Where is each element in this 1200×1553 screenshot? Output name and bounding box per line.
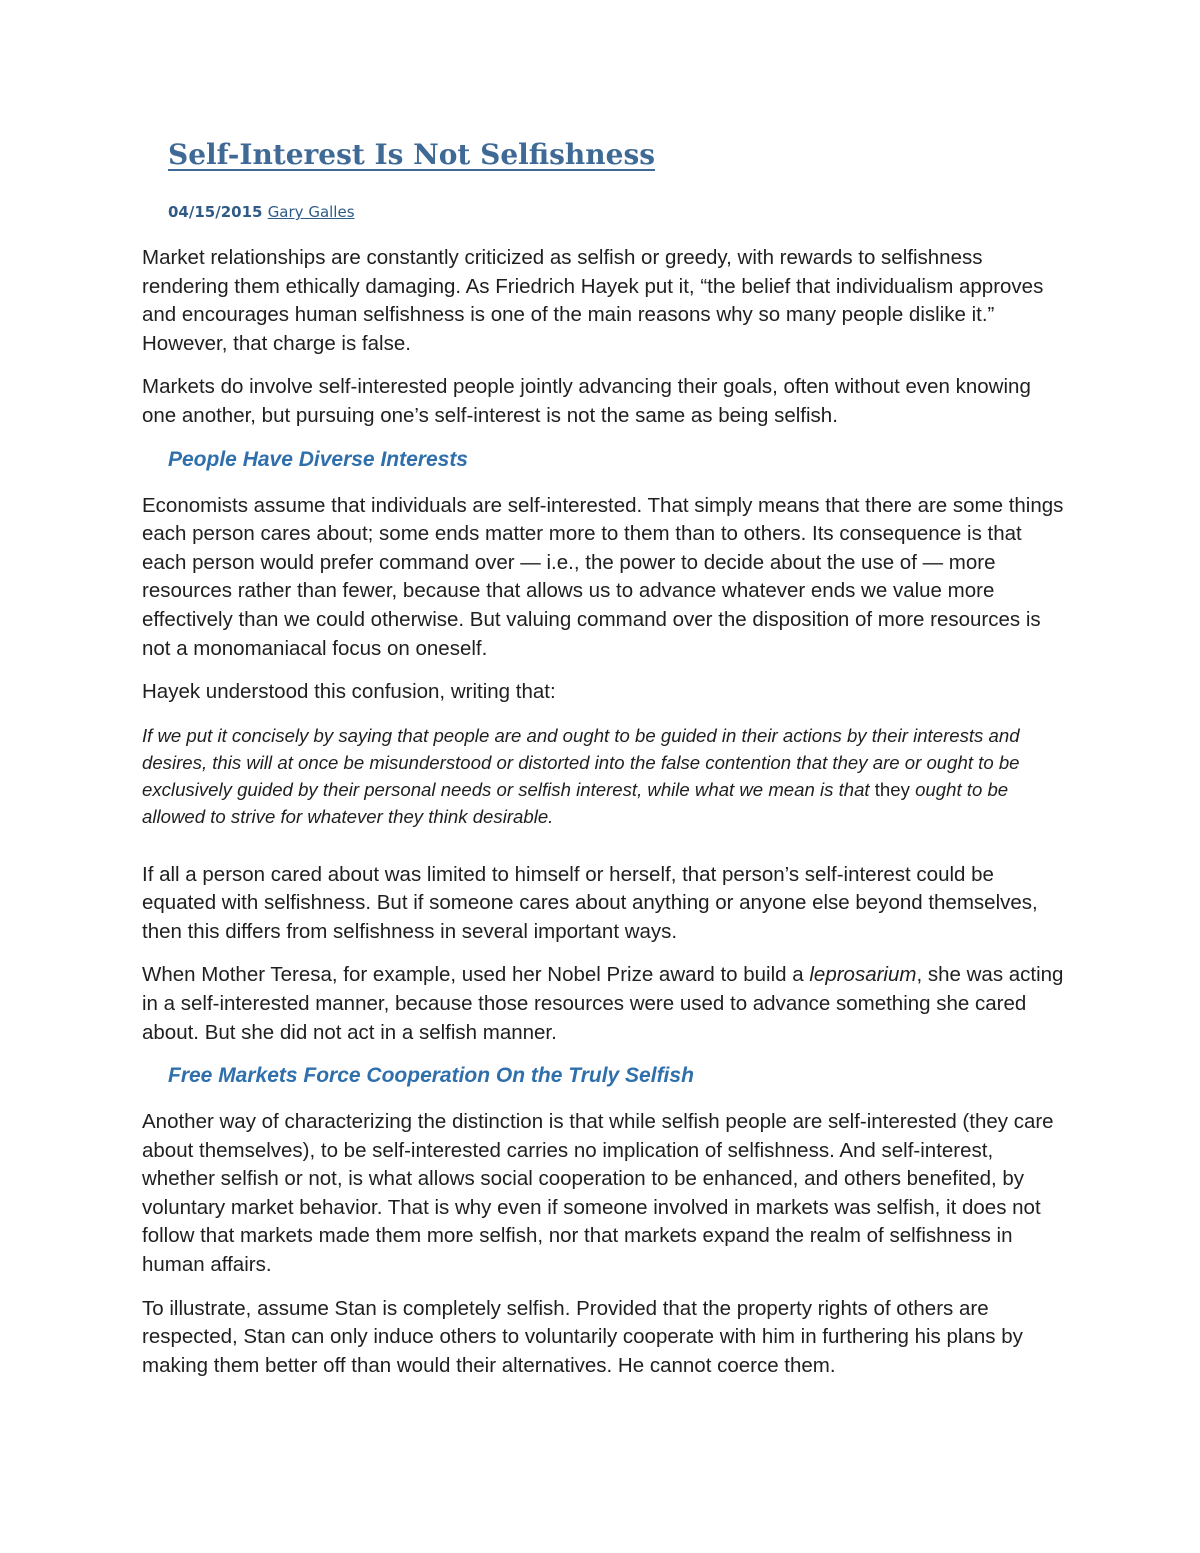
paragraph-markets: Markets do involve self-interested people jointly advancing their goals, often without even knowing one another, but pursuing one’s self-interest is not the same as being selfish. xyxy=(142,375,1031,427)
paragraph-stan: To illustrate, assume Stan is completely selfish. Provided that the property rights of others are respected, Stan can only induce others to voluntarily cooperate with him in furthering his plans by making them better off than would their alternatives. He cannot coerce them. xyxy=(142,1296,1023,1377)
article-title[interactable]: Self-Interest Is Not Selfishness xyxy=(168,138,655,171)
paragraph-intro: Market relationships are constantly criticized as selfish or greedy, with rewards to selfishness rendering them ethically damaging. As Friedrich Hayek put it, “the belief that individualism approves and encourages human selfishness is one of the main reasons why so many people dislike it.” However, that charge is false. xyxy=(142,246,1044,355)
article-date: 04/15/2015 xyxy=(168,203,263,221)
quote-text-part1: If we put it concisely by saying that people are and ought to be guided in their actions by their interests and desires, this will at once be misunderstood or distorted into the false contention that they are or ought to be exclusively guided by their personal needs or selfish interest, while what we mean is that xyxy=(142,724,1020,801)
paragraph-mother-teresa xyxy=(142,961,1067,1047)
article-body xyxy=(142,244,1067,1395)
block-quote xyxy=(142,722,1067,831)
paragraph-distinction: Another way of characterizing the distinction is that while selfish people are self-interested (they care about themselves), to be self-interested carries no implication of selfishness. And self-interest, whether selfish or not, is what allows social cooperation to be enhanced, and others benefited, by voluntary market behavior. That is why even if someone involved in markets was selfish, it does not follow that markets made them more selfish, nor that markets expand the realm of selfishness in human affairs. xyxy=(142,1110,1054,1277)
teresa-text-part2: , she was acting in a self-interested manner, because those resources were used to advance something she cared about. But she did not act in a selfish manner. xyxy=(142,963,1064,1044)
paragraph-hayek-intro: Hayek understood this confusion, writing that: xyxy=(142,680,556,704)
teresa-text-part1: When Mother Teresa, for example, used her Nobel Prize award to build a xyxy=(142,963,810,987)
section-heading-free-markets: Free Markets Force Cooperation On the Truly Selfish xyxy=(168,1064,694,1088)
quote-text-they: they xyxy=(874,779,910,801)
paragraph-self-interest: If all a person cared about was limited to himself or herself, that person’s self-interest could be equated with selfishness. But if someone cares about anything or anyone else beyond themselves, then this differs from selfishness in several important ways. xyxy=(142,862,1038,943)
quote-text-part2: ought to be allowed to strive for whatever they think desirable. xyxy=(142,779,1009,828)
teresa-text-emphasis: leprosarium xyxy=(809,963,917,987)
paragraph-economists: Economists assume that individuals are self-interested. That simply means that there are some things each person cares about; some ends matter more to them than to others. Its consequence is that each person would prefer command over — i.e., the power to decide about the use of — more resources rather than fewer, because that allows us to advance whatever ends we value more effectively than we could otherwise. But valuing command over the disposition of more resources is not a monomaniacal focus on oneself. xyxy=(142,493,1064,660)
section-heading-diverse-interests: People Have Diverse Interests xyxy=(168,447,468,471)
author-link[interactable]: Gary Galles xyxy=(267,203,355,221)
article-meta xyxy=(168,203,355,221)
